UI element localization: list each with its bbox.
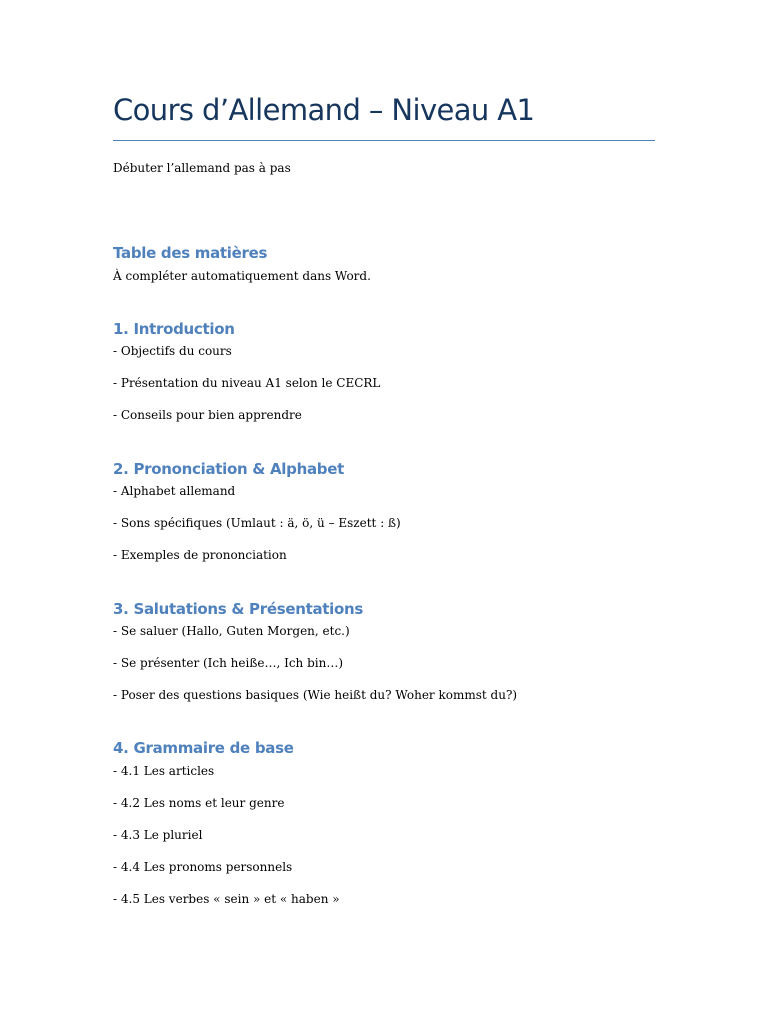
list-item: - Présentation du niveau A1 selon le CECRL: [113, 376, 381, 390]
section-heading-introduction: 1. Introduction: [113, 320, 235, 338]
list-item: - Conseils pour bien apprendre: [113, 408, 302, 422]
list-item: - 4.2 Les noms et leur genre: [113, 796, 285, 810]
list-item: - 4.1 Les articles: [113, 764, 215, 778]
section-heading-pronunciation: 2. Prononciation & Alphabet: [113, 460, 344, 478]
list-item: - Poser des questions basiques (Wie heißt du? Woher kommst du?): [113, 688, 518, 702]
document-subtitle: Débuter l’allemand pas à pas: [113, 161, 291, 175]
list-item: - Objectifs du cours: [113, 344, 232, 358]
list-item: - Se présenter (Ich heiße…, Ich bin…): [113, 656, 344, 670]
document-title: Cours d’Allemand – Niveau A1: [113, 93, 535, 127]
section-heading-toc: Table des matières: [113, 244, 268, 262]
list-item: - 4.3 Le pluriel: [113, 828, 203, 842]
list-item: - 4.5 Les verbes « sein » et « haben »: [113, 892, 340, 906]
list-item: - 4.4 Les pronoms personnels: [113, 860, 293, 874]
list-item: - Sons spécifiques (Umlaut : ä, ö, ü – Eszett : ß): [113, 516, 401, 530]
list-item: - Exemples de prononciation: [113, 548, 287, 562]
toc-note: À compléter automatiquement dans Word.: [113, 269, 371, 283]
list-item: - Se saluer (Hallo, Guten Morgen, etc.): [113, 624, 350, 638]
title-underline: [113, 140, 655, 141]
list-item: - Alphabet allemand: [113, 484, 236, 498]
section-heading-grammar: 4. Grammaire de base: [113, 739, 294, 757]
section-heading-greetings: 3. Salutations & Présentations: [113, 600, 364, 618]
